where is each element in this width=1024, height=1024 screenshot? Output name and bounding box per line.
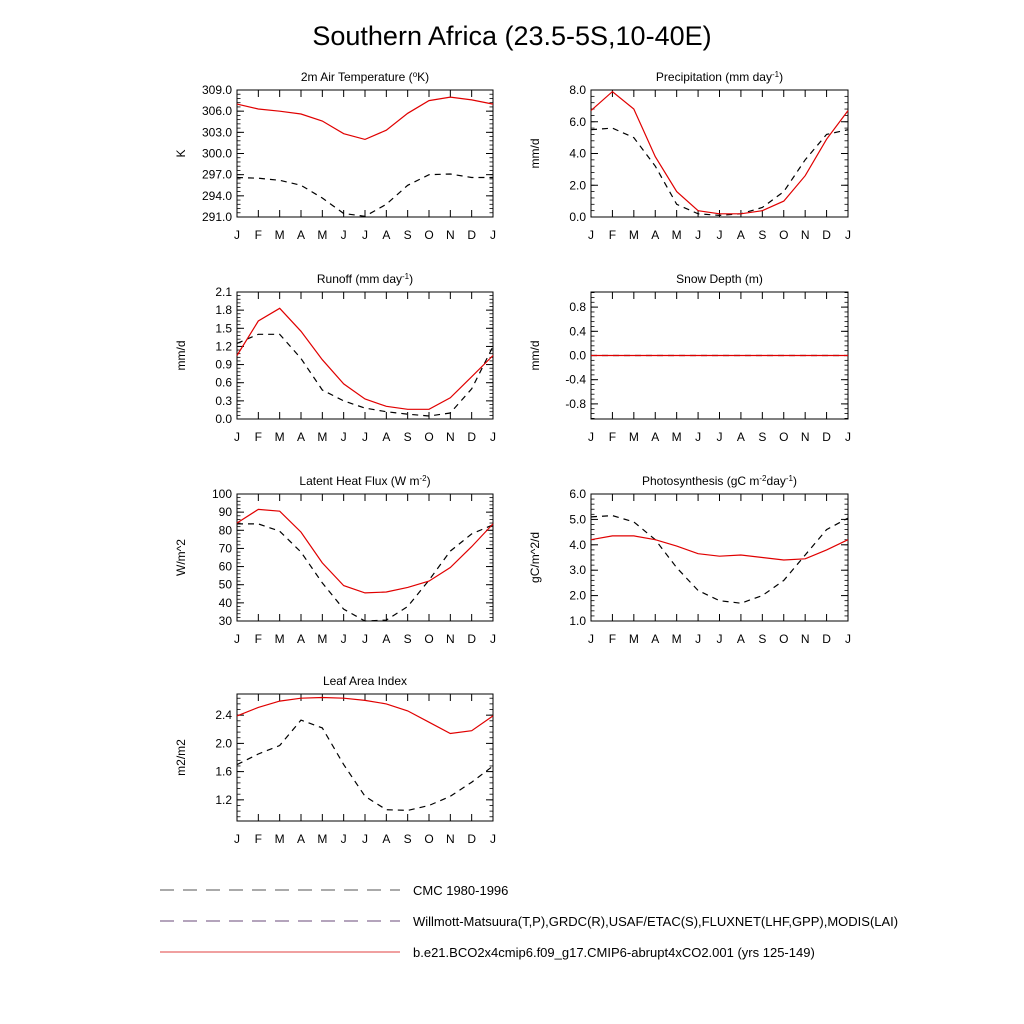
plot-frame — [237, 694, 493, 821]
x-tick-label: J — [234, 632, 240, 646]
legend-label-3: b.e21.BCO2x4cmip6.f09_g17.CMIP6-abrupt4xCO2.001 (yrs 125-149) — [413, 945, 815, 960]
y-axis-label: W/m^2 — [174, 539, 188, 576]
x-tick-label: J — [362, 632, 368, 646]
panel-2 — [528, 70, 851, 243]
x-tick-label: J — [362, 228, 368, 242]
x-tick-label: J — [845, 228, 851, 242]
y-tick-label: 6.0 — [569, 114, 586, 129]
x-tick-label: A — [296, 832, 306, 846]
y-tick-label: 306.0 — [201, 104, 232, 119]
x-tick-label: J — [716, 430, 723, 444]
x-tick-label: N — [445, 228, 455, 242]
plot-frame — [591, 90, 848, 217]
y-axis-label: gC/m^2/d — [528, 532, 542, 583]
series-line-model — [237, 308, 493, 409]
x-tick-label: A — [736, 228, 745, 242]
x-tick-label: J — [490, 228, 496, 242]
panel-title: Leaf Area Index — [322, 674, 408, 688]
x-tick-label: A — [382, 430, 391, 444]
y-axis-label: K — [174, 149, 188, 158]
plot-frame — [237, 494, 493, 621]
x-tick-label: J — [490, 632, 496, 646]
series-line-obs — [591, 516, 848, 604]
panel-6 — [528, 474, 851, 647]
y-tick-label: 309.0 — [201, 83, 232, 97]
y-tick-label: 2.0 — [569, 178, 586, 193]
y-tick-label: 297.0 — [201, 167, 232, 182]
panel-title: Precipitation (mm day$^{-1}$) — [655, 69, 784, 84]
x-tick-label: F — [254, 832, 263, 846]
x-tick-label: M — [274, 228, 285, 242]
x-tick-label: D — [467, 430, 477, 444]
y-tick-label: 1.5 — [215, 321, 232, 336]
y-tick-label: 5.0 — [569, 512, 586, 527]
y-tick-label: 70 — [218, 541, 232, 556]
x-tick-label: A — [736, 430, 745, 444]
x-tick-label: M — [671, 632, 682, 646]
x-tick-label: A — [651, 632, 660, 646]
x-tick-label: S — [758, 228, 767, 242]
y-tick-label: 0.3 — [215, 393, 232, 408]
y-tick-label: 0.0 — [569, 348, 586, 363]
x-tick-label: M — [671, 228, 682, 242]
series-line-model — [237, 698, 493, 734]
x-tick-label: J — [340, 228, 347, 242]
x-tick-label: O — [424, 832, 434, 846]
panels — [174, 70, 851, 847]
x-tick-label: M — [317, 832, 328, 846]
x-tick-label: M — [317, 632, 328, 646]
x-tick-label: N — [800, 632, 810, 646]
y-tick-label: 80 — [218, 523, 232, 538]
x-tick-label: M — [317, 430, 328, 444]
x-tick-label: F — [608, 228, 617, 242]
x-tick-label: A — [296, 632, 306, 646]
x-tick-label: J — [340, 832, 347, 846]
x-tick-label: F — [254, 632, 263, 646]
y-tick-label: 291.0 — [201, 210, 232, 224]
x-tick-label: F — [608, 632, 617, 646]
x-tick-label: M — [671, 430, 682, 444]
series-line-model — [591, 536, 848, 560]
x-tick-label: S — [758, 632, 767, 646]
x-tick-label: J — [845, 430, 851, 444]
panel-5 — [174, 474, 496, 647]
y-tick-label: 2.0 — [569, 588, 586, 603]
x-tick-label: D — [822, 228, 831, 242]
y-tick-label: 300.0 — [201, 146, 232, 161]
y-tick-label: 0.4 — [569, 324, 586, 339]
plot-frame — [237, 90, 493, 217]
x-tick-label: A — [382, 632, 391, 646]
x-tick-label: J — [362, 430, 368, 444]
x-tick-label: O — [424, 228, 434, 242]
x-tick-label: A — [651, 430, 660, 444]
y-tick-label: 0.0 — [215, 412, 232, 426]
x-tick-label: N — [445, 632, 455, 646]
x-tick-label: N — [800, 430, 810, 444]
panel-3 — [174, 272, 496, 445]
x-tick-label: M — [628, 430, 639, 444]
x-tick-label: S — [403, 832, 412, 846]
x-tick-label: A — [651, 228, 660, 242]
x-tick-label: A — [382, 228, 391, 242]
x-tick-label: M — [628, 632, 639, 646]
x-tick-label: J — [695, 228, 702, 242]
panel-7 — [174, 674, 496, 846]
x-tick-label: F — [254, 228, 263, 242]
x-tick-label: O — [424, 430, 434, 444]
x-tick-label: J — [588, 228, 594, 242]
x-tick-label: N — [445, 430, 455, 444]
y-tick-label: 2.4 — [215, 708, 232, 723]
x-tick-label: D — [467, 832, 477, 846]
y-axis-label: m2/m2 — [174, 739, 188, 776]
x-tick-label: J — [340, 430, 347, 444]
x-tick-label: A — [296, 228, 306, 242]
x-tick-label: O — [424, 632, 434, 646]
y-tick-label: 100 — [211, 487, 232, 501]
x-tick-label: J — [716, 632, 723, 646]
series-line-obs — [237, 720, 493, 810]
legend-label-1: CMC 1980-1996 — [413, 883, 509, 898]
y-tick-label: 1.0 — [569, 614, 586, 628]
y-tick-label: 50 — [218, 577, 232, 592]
y-tick-label: 60 — [218, 559, 232, 574]
x-tick-label: J — [362, 832, 368, 846]
x-tick-label: F — [608, 430, 617, 444]
x-tick-label: S — [403, 430, 412, 444]
y-axis-label: mm/d — [528, 138, 542, 169]
x-tick-label: F — [254, 430, 263, 444]
y-tick-label: 0.0 — [569, 210, 586, 224]
x-tick-label: M — [628, 228, 639, 242]
y-tick-label: 40 — [218, 595, 232, 610]
y-tick-label: 30 — [218, 614, 232, 628]
y-tick-label: 0.9 — [215, 357, 232, 372]
y-tick-label: 6.0 — [569, 487, 586, 501]
y-tick-label: -0.4 — [565, 372, 586, 387]
panel-title: Snow Depth (m) — [676, 272, 763, 286]
x-tick-label: D — [467, 228, 477, 242]
legend-label-2: Willmott-Matsuura(T,P),GRDC(R),USAF/ETAC(S),FLUXNET(LHF,GPP),MODIS(LAI) — [413, 914, 899, 929]
x-tick-label: A — [382, 832, 391, 846]
x-tick-label: A — [296, 430, 306, 444]
x-tick-label: J — [845, 632, 851, 646]
x-tick-label: S — [403, 228, 412, 242]
y-tick-label: 1.8 — [215, 303, 232, 318]
y-tick-label: 4.0 — [569, 146, 586, 161]
x-tick-label: D — [822, 632, 831, 646]
y-tick-label: 2.1 — [215, 285, 232, 299]
x-tick-label: J — [588, 632, 594, 646]
panel-title: Runoff (mm day$^{-1}$) — [316, 271, 414, 286]
x-tick-label: J — [588, 430, 594, 444]
x-tick-label: M — [317, 228, 328, 242]
y-tick-label: 294.0 — [201, 188, 232, 203]
x-tick-label: O — [779, 632, 789, 646]
x-tick-label: S — [758, 430, 767, 444]
figure-title: Southern Africa (23.5-5S,10-40E) — [312, 21, 712, 51]
x-tick-label: S — [403, 632, 412, 646]
series-line-model — [237, 97, 493, 139]
panel-title: 2m Air Temperature ($^o$K) — [300, 69, 430, 84]
x-tick-label: A — [736, 632, 745, 646]
y-axis-label: mm/d — [528, 340, 542, 371]
y-tick-label: 0.8 — [569, 300, 586, 315]
series-line-obs — [237, 334, 493, 416]
x-tick-label: M — [274, 832, 285, 846]
y-tick-label: 90 — [218, 505, 232, 520]
panel-title: Photosynthesis (gC $m^{-2}day^{-1}$) — [642, 473, 797, 488]
x-tick-label: J — [695, 632, 702, 646]
series-line-obs — [237, 524, 493, 621]
y-tick-label: 1.2 — [215, 339, 232, 354]
y-tick-label: 4.0 — [569, 537, 586, 552]
y-tick-label: 0.6 — [215, 375, 232, 390]
y-tick-label: 1.6 — [215, 764, 232, 779]
legend — [160, 883, 898, 960]
panel-1 — [174, 70, 496, 243]
x-tick-label: J — [234, 832, 240, 846]
x-tick-label: N — [445, 832, 455, 846]
x-tick-label: J — [340, 632, 347, 646]
x-tick-label: O — [779, 228, 789, 242]
y-tick-label: 3.0 — [569, 563, 586, 578]
x-tick-label: O — [779, 430, 789, 444]
y-axis-label: mm/d — [174, 340, 188, 371]
y-tick-label: 8.0 — [569, 83, 586, 97]
x-tick-label: J — [234, 228, 240, 242]
x-tick-label: M — [274, 430, 285, 444]
y-tick-label: 2.0 — [215, 736, 232, 751]
x-tick-label: J — [490, 430, 496, 444]
panel-4 — [528, 272, 851, 444]
series-line-obs — [237, 174, 493, 216]
x-tick-label: J — [716, 228, 723, 242]
x-tick-label: M — [274, 632, 285, 646]
x-tick-label: N — [800, 228, 810, 242]
x-tick-label: D — [822, 430, 831, 444]
y-tick-label: -0.8 — [565, 396, 586, 411]
panel-title: Latent Heat Flux (W $m^{-2}$) — [299, 473, 431, 488]
series-line-model — [591, 92, 848, 214]
series-line-obs — [591, 128, 848, 215]
y-tick-label: 1.2 — [215, 792, 232, 807]
y-tick-label: 303.0 — [201, 125, 232, 140]
x-tick-label: J — [695, 430, 702, 444]
series-line-model — [237, 509, 493, 593]
x-tick-label: J — [234, 430, 240, 444]
x-tick-label: D — [467, 632, 477, 646]
x-tick-label: J — [490, 832, 496, 846]
